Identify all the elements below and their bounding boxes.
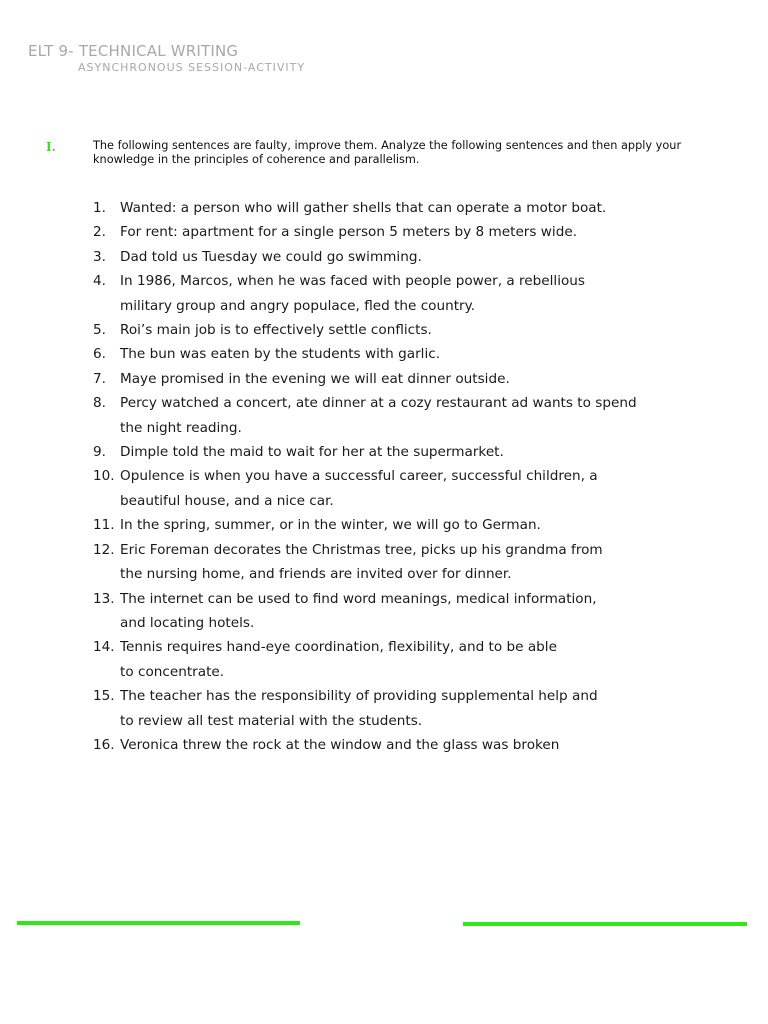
document-title: ELT 9- TECHNICAL WRITING <box>28 42 239 60</box>
item-text: Tennis requires hand-eye coordination, flexibility, and to be able to concentrate. <box>120 639 557 680</box>
sentence-list <box>93 196 693 757</box>
section-number: I. <box>46 140 56 154</box>
item-text: Wanted: a person who will gather shells that can operate a motor boat. <box>120 200 607 216</box>
list-item <box>93 684 693 733</box>
item-number: 15. <box>93 688 115 705</box>
item-number: 13. <box>93 590 115 607</box>
list-item <box>93 245 693 269</box>
item-number: 2. <box>93 224 106 241</box>
item-number: 14. <box>93 639 115 656</box>
item-text: Roi’s main job is to effectively settle conflicts. <box>120 322 432 339</box>
item-number: 9. <box>93 444 106 461</box>
item-number: 11. <box>93 517 115 534</box>
item-number: 7. <box>93 370 106 387</box>
item-text: The internet can be used to find word meanings, medical information, and locating hotels. <box>120 590 597 631</box>
list-item <box>93 635 693 684</box>
item-text: The bun was eaten by the students with garlic. <box>120 346 441 363</box>
item-text: Veronica threw the rock at the window and the glass was broken <box>120 736 560 753</box>
item-text: For rent: apartment for a single person 5 meters by 8 meters wide. <box>120 224 578 241</box>
list-item <box>93 733 693 757</box>
item-number: 4. <box>93 273 106 290</box>
list-item <box>93 269 693 318</box>
item-number: 5. <box>93 322 106 339</box>
item-number: 6. <box>93 346 106 363</box>
list-item <box>93 587 693 636</box>
item-text: Maye promised in the evening we will eat dinner outside. <box>120 370 510 387</box>
list-item <box>93 220 693 244</box>
list-item <box>93 513 693 537</box>
list-item <box>93 538 693 587</box>
green-divider-left <box>17 921 300 925</box>
list-item <box>93 391 693 440</box>
list-item <box>93 464 693 513</box>
instructions-text: The following sentences are faulty, improve them. Analyze the following sentences and then apply your knowledge in the principles of coherence and parallelism. <box>93 139 682 166</box>
list-item <box>93 367 693 391</box>
green-divider-right <box>463 922 747 926</box>
document-subtitle: ASYNCHRONOUS SESSION-ACTIVITY <box>78 61 306 74</box>
item-number: 1. <box>93 200 106 216</box>
list-item <box>93 342 693 366</box>
item-text: In the spring, summer, or in the winter, we will go to German. <box>120 517 541 534</box>
item-number: 3. <box>93 248 106 265</box>
item-text: The teacher has the responsibility of providing supplemental help and to review all test material with the students. <box>120 688 598 729</box>
list-item <box>93 196 693 220</box>
item-number: 16. <box>93 736 115 753</box>
item-text: Percy watched a concert, ate dinner at a cozy restaurant ad wants to spend the night reading. <box>120 395 637 436</box>
list-item <box>93 318 693 342</box>
item-text: Opulence is when you have a successful career, successful children, a beautiful house, and a nice car. <box>120 468 598 509</box>
item-text: Dimple told the maid to wait for her at the supermarket. <box>120 444 504 461</box>
item-number: 12. <box>93 541 115 558</box>
item-number: 8. <box>93 395 106 412</box>
item-text: In 1986, Marcos, when he was faced with people power, a rebellious military group and angry populace, fled the country. <box>120 273 585 314</box>
item-number: 10. <box>93 468 115 485</box>
item-text: Eric Foreman decorates the Christmas tree, picks up his grandma from the nursing home, and friends are invited over for dinner. <box>120 541 603 583</box>
item-text: Dad told us Tuesday we could go swimming. <box>120 248 422 265</box>
list-item <box>93 440 693 464</box>
